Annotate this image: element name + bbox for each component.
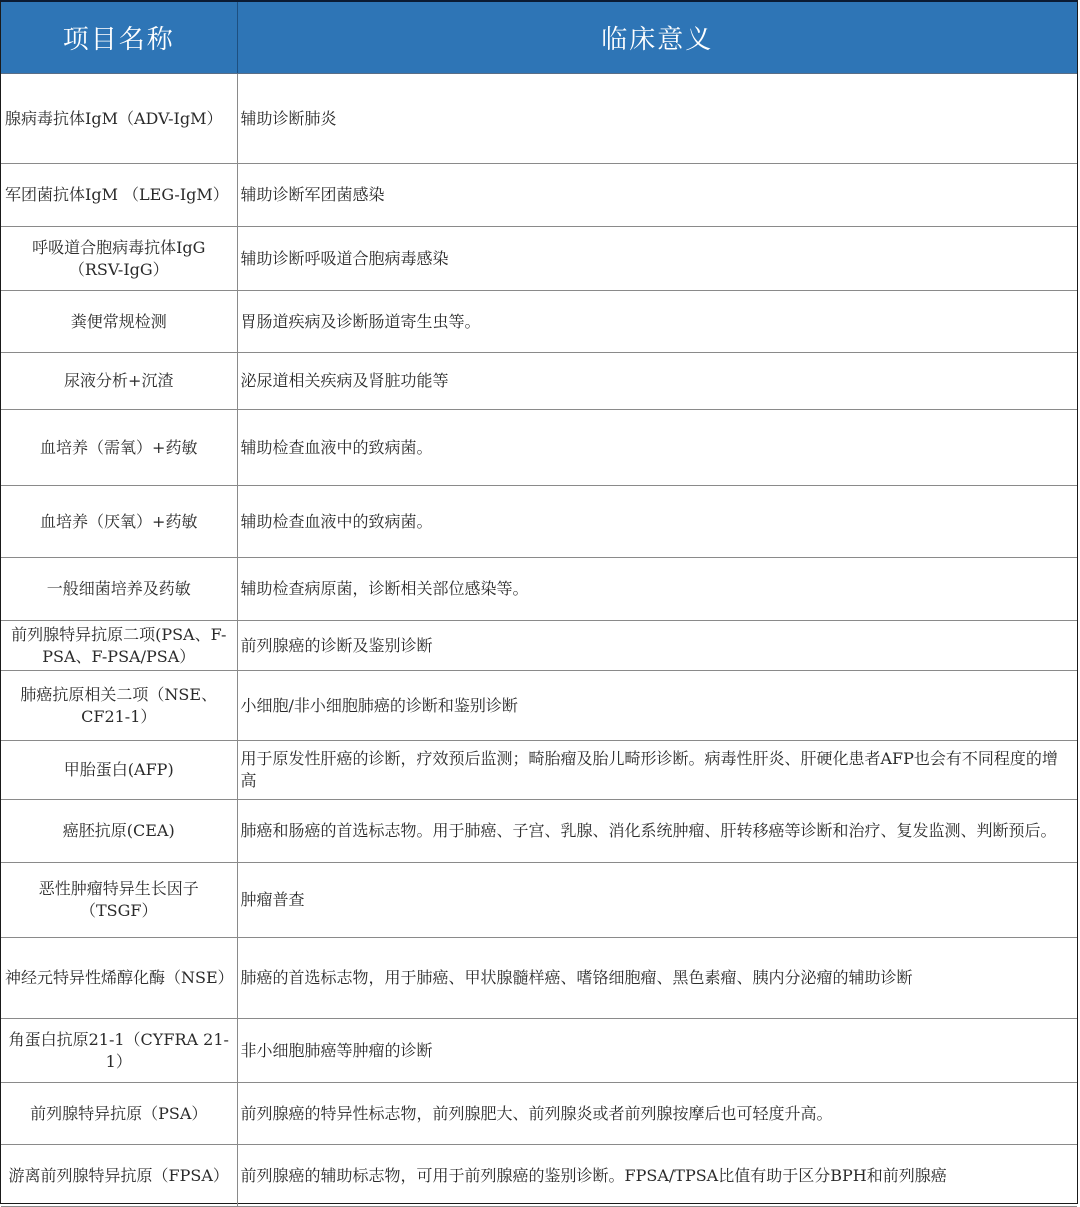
table-row <box>1 800 1077 863</box>
clinical-significance: 辅助诊断呼吸道合胞病毒感染 <box>237 227 1077 291</box>
table-row <box>1 671 1077 741</box>
test-item-name: 前列腺特异抗原二项(PSA、F-PSA、F-PSA/PSA） <box>1 621 237 671</box>
test-item-name: 甲胎蛋白(AFP) <box>1 741 237 800</box>
test-item-name: 腺病毒抗体IgM（ADV-IgM） <box>1 74 237 164</box>
test-item-name: 血培养（需氧）+药敏 <box>1 410 237 486</box>
table-body <box>1 74 1077 1207</box>
test-item-name: 恶性肿瘤特异生长因子（TSGF） <box>1 863 237 938</box>
test-item-name: 血培养（厌氧）+药敏 <box>1 486 237 558</box>
table-row <box>1 486 1077 558</box>
clinical-significance: 胃肠道疾病及诊断肠道寄生虫等。 <box>237 291 1077 353</box>
clinical-significance: 肺癌的首选标志物，用于肺癌、甲状腺髓样癌、嗜铬细胞瘤、黑色素瘤、胰内分泌瘤的辅助诊断 <box>237 938 1077 1019</box>
test-item-name: 尿液分析+沉渣 <box>1 353 237 410</box>
test-item-name: 呼吸道合胞病毒抗体IgG（RSV-IgG） <box>1 227 237 291</box>
column-header-item-name: 项目名称 <box>1 2 237 74</box>
test-item-name: 角蛋白抗原21-1（CYFRA 21-1） <box>1 1019 237 1083</box>
test-item-name: 癌胚抗原(CEA) <box>1 800 237 863</box>
table-header-row <box>1 2 1077 74</box>
table-row <box>1 1083 1077 1145</box>
table-row <box>1 1019 1077 1083</box>
test-item-name: 前列腺特异抗原（PSA） <box>1 1083 237 1145</box>
table-row <box>1 863 1077 938</box>
column-header-clinical-significance: 临床意义 <box>237 2 1077 74</box>
clinical-significance: 辅助诊断军团菌感染 <box>237 164 1077 227</box>
table-row <box>1 353 1077 410</box>
clinical-significance: 前列腺癌的辅助标志物，可用于前列腺癌的鉴别诊断。FPSA/TPSA比值有助于区分BPH和前列腺癌 <box>237 1145 1077 1207</box>
table-row <box>1 227 1077 291</box>
test-item-name: 神经元特异性烯醇化酶（NSE） <box>1 938 237 1019</box>
clinical-significance: 辅助诊断肺炎 <box>237 74 1077 164</box>
clinical-significance: 辅助检查病原菌，诊断相关部位感染等。 <box>237 558 1077 621</box>
table-row <box>1 1145 1077 1207</box>
clinical-significance: 辅助检查血液中的致病菌。 <box>237 486 1077 558</box>
clinical-significance: 前列腺癌的特异性标志物，前列腺肥大、前列腺炎或者前列腺按摩后也可轻度升高。 <box>237 1083 1077 1145</box>
table-row <box>1 621 1077 671</box>
clinical-significance: 肺癌和肠癌的首选标志物。用于肺癌、子宫、乳腺、消化系统肿瘤、肝转移癌等诊断和治疗、复发监测、判断预后。 <box>237 800 1077 863</box>
clinical-tests-table <box>1 2 1077 1207</box>
clinical-significance: 肿瘤普查 <box>237 863 1077 938</box>
table-row <box>1 164 1077 227</box>
table-row <box>1 74 1077 164</box>
table-row <box>1 558 1077 621</box>
table-row <box>1 741 1077 800</box>
table-row <box>1 938 1077 1019</box>
clinical-significance: 辅助检查血液中的致病菌。 <box>237 410 1077 486</box>
test-item-name: 粪便常规检测 <box>1 291 237 353</box>
clinical-significance: 前列腺癌的诊断及鉴别诊断 <box>237 621 1077 671</box>
test-item-name: 一般细菌培养及药敏 <box>1 558 237 621</box>
test-item-name: 游离前列腺特异抗原（FPSA） <box>1 1145 237 1207</box>
test-item-name: 肺癌抗原相关二项（NSE、CF21-1） <box>1 671 237 741</box>
clinical-significance: 小细胞/非小细胞肺癌的诊断和鉴别诊断 <box>237 671 1077 741</box>
clinical-significance: 泌尿道相关疾病及肾脏功能等 <box>237 353 1077 410</box>
table-row <box>1 410 1077 486</box>
clinical-significance: 用于原发性肝癌的诊断，疗效预后监测；畸胎瘤及胎儿畸形诊断。病毒性肝炎、肝硬化患者AFP也会有不同程度的增高 <box>237 741 1077 800</box>
test-item-name: 军团菌抗体IgM （LEG-IgM） <box>1 164 237 227</box>
table-row <box>1 291 1077 353</box>
clinical-significance: 非小细胞肺癌等肿瘤的诊断 <box>237 1019 1077 1083</box>
